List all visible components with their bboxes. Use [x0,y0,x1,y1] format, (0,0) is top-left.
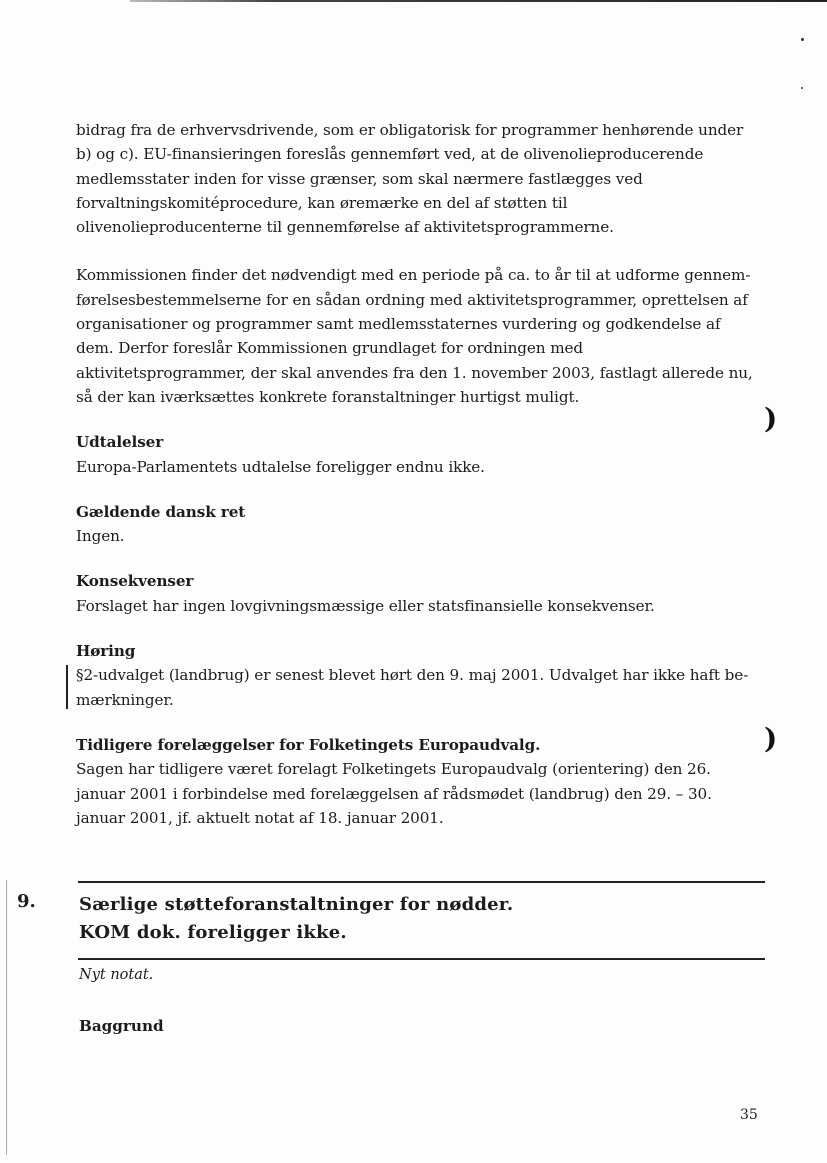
section-heading-hoering: Høring [76,642,136,661]
section-text-udtalelser: Europa-Parlamentets udtalelse foreligger endnu ikke. [76,457,485,476]
section-number: 9. [17,891,36,912]
top-scan-edge [130,0,827,2]
section-title-line-1: Særlige støtteforanstaltninger for nødder. [79,894,514,915]
change-bar [66,665,68,709]
section-top-rule [78,881,765,883]
section-title [79,891,759,947]
scan-speck [801,87,803,89]
section-text-tidligere-forelaeggelser: Sagen har tidligere været forelagt Folketingets Europaudvalg (orientering) den 26. januar 2001 i forbindelse med forelæggelsen af rådsmødet (landbrug) den 29. – 30. januar 2001, jf. aktuelt notat af 18. januar 2001. [76,760,712,827]
section-heading-tidligere-forelaeggelser: Tidligere forelæggelser for Folketingets Europaudvalg. [76,735,541,754]
left-scan-edge [6,880,7,1155]
scan-speck [801,38,804,41]
section-text-hoering: §2-udvalget (landbrug) er senest blevet hørt den 9. maj 2001. Udvalget har ikke haft bemærkninger. [76,666,749,709]
section-text-konsekvenser: Forslaget har ingen lovgivningsmæssige eller statsfinansielle konsekvenser. [76,596,655,615]
subheading-baggrund: Baggrund [79,1017,164,1035]
body-paragraph-2: Kommissionen finder det nødvendigt med en periode på ca. to år til at udforme gennemførelsesbestemmelserne for en sådan ordning med aktivitetsprogrammer, oprettelsen af organisationer og programmer samt medlemsstaternes vurdering og godkendelse af dem. Derfor foreslår Kommissionen grundlaget for ordningen med aktivitetsprogrammer, der skal anvendes fra den 1. november 2003, fastlagt allerede nu, så der kan iværksættes konkrete foranstaltninger hurtigst muligt. [76,266,753,406]
document-body [76,118,756,830]
page-number: 35 [740,1107,758,1123]
binder-hole-mark: ) [764,402,778,435]
note-label: Nyt notat. [79,967,154,983]
section-text-gaeldende-dansk-ret: Ingen. [76,527,125,546]
binder-hole-mark: ) [764,722,778,755]
body-paragraph-1: bidrag fra de erhvervsdrivende, som er obligatorisk for programmer henhørende under b) og c). EU-finansieringen foreslås gennemført ved, at de olivenolieproducerende medlemsstater inden for visse grænser, som skal nærmere fastlægges ved forvaltningskomitéprocedure, kan øremærke en del af støtten til olivenolieproducenterne til gennemførelse af aktivitetsprogrammerne. [76,121,744,237]
section-title-line-2: KOM dok. foreligger ikke. [79,922,347,943]
section-bottom-rule [78,958,765,960]
section-heading-konsekvenser: Konsekvenser [76,572,194,591]
section-heading-udtalelser: Udtalelser [76,433,164,452]
section-heading-gaeldende-dansk-ret: Gældende dansk ret [76,502,246,521]
